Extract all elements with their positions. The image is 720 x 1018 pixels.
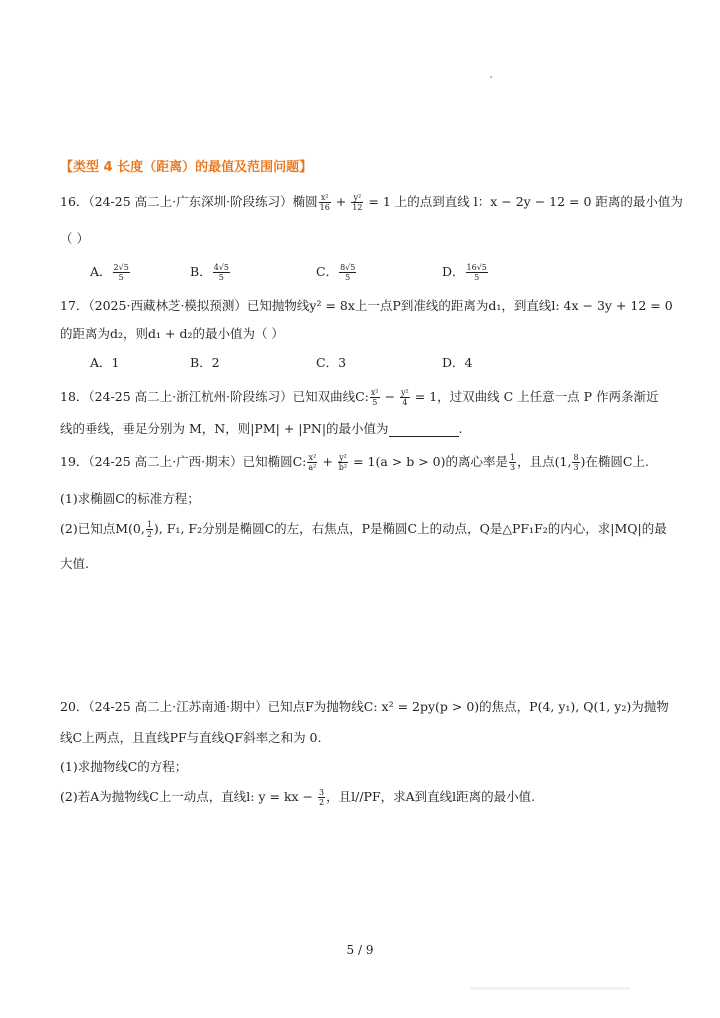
question-20-line2: 线C上两点，且直线PF与直线QF斜率之和为 0.: [60, 730, 322, 745]
fraction-1-3: $\frac{1}{3}$: [510, 453, 516, 472]
question-20-part2-suffix: ，且l//PF，求A到直线l距离的最小值.: [326, 789, 536, 804]
question-18-suffix: = 1，过双曲线 C 上任意一点 P 作两条渐近: [414, 389, 659, 404]
question-19-part2: [60, 519, 667, 539]
fraction-x2-a2: $\frac{\text{x²}}{\text{a²}}$: [308, 453, 317, 472]
question-19-mid: = 1(a > b > 0)的离心率是: [353, 454, 509, 469]
question-19-part2-line2: 大值.: [60, 556, 89, 571]
question-16-prefix: 16．（24-25 高二上·广东深圳·阶段练习）椭圆: [60, 194, 318, 209]
option-d: D．4: [442, 355, 473, 370]
fraction-y2-4: $\frac{\text{y²}}{4}$: [401, 388, 409, 407]
question-19-part2-suffix: , F₁, F₂分别是椭圆C的左，右焦点，P是椭圆C上的动点，Q是△PF₁F₂的内心，求|MQ|的最: [158, 521, 667, 536]
question-18-line2-text: 线的垂线，垂足分别为 M，N，则|PM| + |PN|的最小值为: [60, 421, 389, 436]
question-17-line2: 的距离为d₂，则d₁ + d₂的最小值为（ ）: [60, 326, 284, 341]
question-19-end: 在椭圆C上.: [585, 454, 649, 469]
question-20-part2-prefix: (2)若A为抛物线C上一动点，直线l: y = kx −: [60, 789, 314, 804]
option-d: D． $\frac{16√5}{5}$: [442, 263, 487, 282]
question-19-part1: (1)求椭圆C的标准方程；: [60, 491, 200, 506]
fraction-y2-b2: $\frac{\text{y²}}{\text{b²}}$: [338, 453, 348, 472]
question-16-stem: 16．（24-25 高二上·广东深圳·阶段练习）椭圆 $\frac{\text{x²}}{16}$ + $\frac{\text{y²}}{12}$ = 1 上的点到直线 l：x − 2y − 12 = 0 距离的最小值为: [60, 193, 683, 212]
question-18-line2: 线的垂线，垂足分别为 M，N，则|PM| + |PN|的最小值为 .: [60, 421, 463, 436]
fraction-3-2: $\frac{3}{2}$: [319, 788, 325, 807]
option-c: C． $\frac{8√5}{5}$: [316, 263, 356, 282]
option-c: C．3: [316, 355, 347, 370]
point-m: (0, $\frac{1}{2}$ ): [128, 520, 159, 539]
question-20-part1: (1)求抛物线C的方程；: [60, 759, 188, 774]
option-b: B．2: [190, 355, 220, 370]
question-19-prefix: 19．（24-25 高二上·广西·期末）已知椭圆C:: [60, 454, 307, 469]
question-17-options: [60, 353, 660, 371]
fraction-x2-16: $\frac{\text{x²}}{16}$: [319, 193, 330, 212]
question-18-line1: 18．（24-25 高二上·浙江杭州·阶段练习）已知双曲线C: $\frac{\text{x²}}{5}$ − $\frac{\text{y²}}{4}$ = 1，过双曲线 C 上任意一点 P 作两条渐近: [60, 388, 659, 407]
answer-blank: [389, 424, 459, 437]
faint-mark: [470, 987, 630, 990]
question-19-suffix: ，且点: [517, 454, 555, 469]
point-1-8-3: (1, $\frac{8}{3}$ ): [554, 453, 586, 472]
option-a: A． $\frac{2√5}{5}$: [90, 263, 129, 282]
question-16-suffix: 上的点到直线 l：x − 2y − 12 = 0 距离的最小值为: [394, 194, 683, 209]
question-20-part2: [60, 787, 535, 807]
option-a: A．1: [90, 355, 120, 370]
question-20-line1: 20．（24-25 高二上·江苏南通·期中）已知点F为抛物线C: x² = 2py(p > 0)的焦点，P(4, y₁), Q(1, y₂)为抛物: [60, 699, 669, 714]
fraction-y2-12: $\frac{\text{y²}}{12}$: [352, 193, 363, 212]
question-17-line1: 17．（2025·西藏林芝·模拟预测）已知抛物线y² = 8x上一点P到准线的距离为d₁，到直线l: 4x − 3y + 12 = 0: [60, 298, 673, 313]
question-19-part2-prefix: (2)已知点M: [60, 521, 129, 536]
question-18-prefix: 18．（24-25 高二上·浙江杭州·阶段练习）已知双曲线C:: [60, 389, 369, 404]
question-16-options: [60, 258, 660, 282]
fraction-x2-5: $\frac{\text{x²}}{5}$: [370, 388, 379, 407]
page-number: 5 / 9: [346, 943, 374, 957]
option-b: B． $\frac{4√5}{5}$: [190, 263, 229, 282]
question-19-line1: 19．（24-25 高二上·广西·期末）已知椭圆C: $\frac{\text{x²}}{\text{a²}}$ + $\frac{\text{y²}}{\text{b²}}$ = 1(a > b > 0)的离心率是 $\frac{1}{3}$ ，且点(1, $\frac{8}{3}$ )在椭圆C上.: [60, 453, 649, 472]
question-16-paren: （ ）: [60, 231, 89, 246]
speck-mark: [490, 76, 492, 78]
section-title: 【类型 4 长度（距离）的最值及范围问题】: [60, 160, 313, 175]
